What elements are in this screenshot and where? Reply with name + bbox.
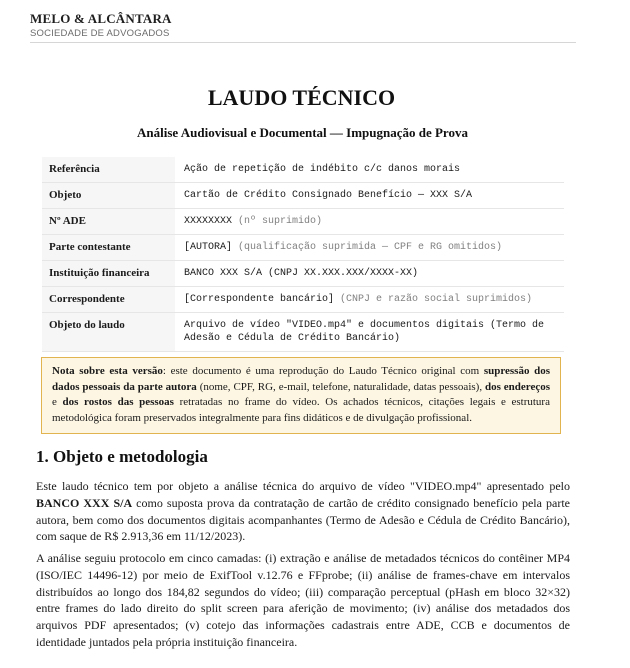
table-row — [42, 183, 564, 209]
firm-subtitle: SOCIEDADE DE ADVOGADOS — [30, 28, 170, 39]
table-row — [42, 235, 564, 261]
row-value-text: XXXXXXXX — [184, 216, 239, 227]
row-value — [175, 287, 564, 313]
document-subtitle: Análise Audiovisual e Documental — Impugnação de Prova — [137, 125, 468, 140]
note-emphasis: dos rostos das pessoas — [62, 396, 174, 408]
row-value-note: (CNPJ e razão social suprimidos) — [340, 294, 533, 305]
row-value-text: [AUTORA] — [184, 242, 239, 253]
note-text: (nome, CPF, RG, e-mail, telefone, naturalidade, datas pessoais), — [196, 380, 485, 393]
table-row — [42, 157, 564, 183]
table-row — [42, 313, 564, 352]
note-text: retratadas no frame do vídeo. Os achados técnicos, citações legais e estrutura metodológica foram preservados integralmente para fins didáticos e de divulgação profissional. — [52, 396, 550, 424]
paragraph-text: Este laudo técnico tem por objeto a análise técnica do arquivo de vídeo "VIDEO.mp4" apresentado pelo — [36, 479, 570, 493]
header-divider — [30, 42, 576, 43]
table-row — [42, 209, 564, 235]
row-label: Nº ADE — [42, 209, 175, 235]
case-metadata-table — [42, 157, 564, 352]
row-label: Objeto do laudo — [42, 313, 175, 352]
row-value — [175, 313, 564, 352]
row-label: Correspondente — [42, 287, 175, 313]
note-text: e — [52, 396, 63, 408]
table-row — [42, 261, 564, 287]
row-value-text: Arquivo de vídeo "VIDEO.mp4" e documentos digitais (Termo de Adesão e Cédula de Crédito Bancário) — [184, 320, 545, 344]
bank-name: BANCO XXX S/A — [36, 495, 133, 510]
paragraph-text: como suposta prova da contratação de cartão de crédito consignado benefício pela parte autora, bem como dos documentos digitais acompanhantes (Termo de Adesão e Cédula de Crédito Bancário), com saque de R$ 2.913,36 em 11/12/2023). — [36, 495, 570, 544]
paragraph: A análise seguiu protocolo em cinco camadas: (i) extração e análise de metadados técnicos do contêiner MP4 (ISO/IEC 14496-12) por meio de ExifTool v.12.76 e FFprobe; (ii) análise de frames-chave em intervalos distribuídos ao longo dos 184,82 segundos do vídeo; (iii) comparação perceptual (pHash em bloco 32×32) entre frames do lado direito do split screen para aferição de movimento; (iv) análise dos metadados dos arquivos PDF apresentados; (v) cotejo das informações cadastrais entre ADE, CCB e documentos de identidade juntados pela própria instituição financeira. — [36, 551, 570, 649]
row-value-note: (nº suprimido) — [238, 216, 323, 227]
row-value-note: (qualificação suprimida — CPF e RG omitidos) — [238, 242, 503, 253]
row-label: Instituição financeira — [42, 261, 175, 287]
note-lead: Nota sobre esta versão — [52, 365, 163, 377]
table-row — [42, 287, 564, 313]
row-value — [175, 209, 564, 235]
note-emphasis: dos endereços — [484, 380, 550, 393]
row-value-text: BANCO XXX S/A (CNPJ XX.XXX.XXX/XXXX-XX) — [184, 268, 419, 279]
row-value-text: Cartão de Crédito Consignado Benefício — XXX S/A — [184, 190, 473, 201]
row-value-text: Ação de repetição de indébito c/c danos morais — [184, 164, 461, 175]
row-value — [175, 157, 564, 183]
row-value — [175, 235, 564, 261]
version-note-box — [41, 357, 561, 434]
letterhead — [30, 11, 172, 39]
row-label: Referência — [42, 157, 175, 183]
section-heading: 1. Objeto e metodologia — [36, 447, 208, 466]
row-label: Parte contestante — [42, 235, 175, 261]
document-title: LAUDO TÉCNICO — [207, 85, 396, 110]
note-emphasis: supressão dos dados pessoais da parte autora — [52, 365, 551, 393]
row-value-text: [Correspondente bancário] — [184, 294, 341, 305]
row-value — [175, 261, 564, 287]
firm-name: MELO & ALCÂNTARA — [30, 11, 172, 26]
row-value — [175, 183, 564, 209]
note-text: : este documento é uma reprodução do Laudo Técnico original com — [162, 365, 484, 377]
paragraph — [36, 478, 570, 545]
row-label: Objeto — [42, 183, 175, 209]
